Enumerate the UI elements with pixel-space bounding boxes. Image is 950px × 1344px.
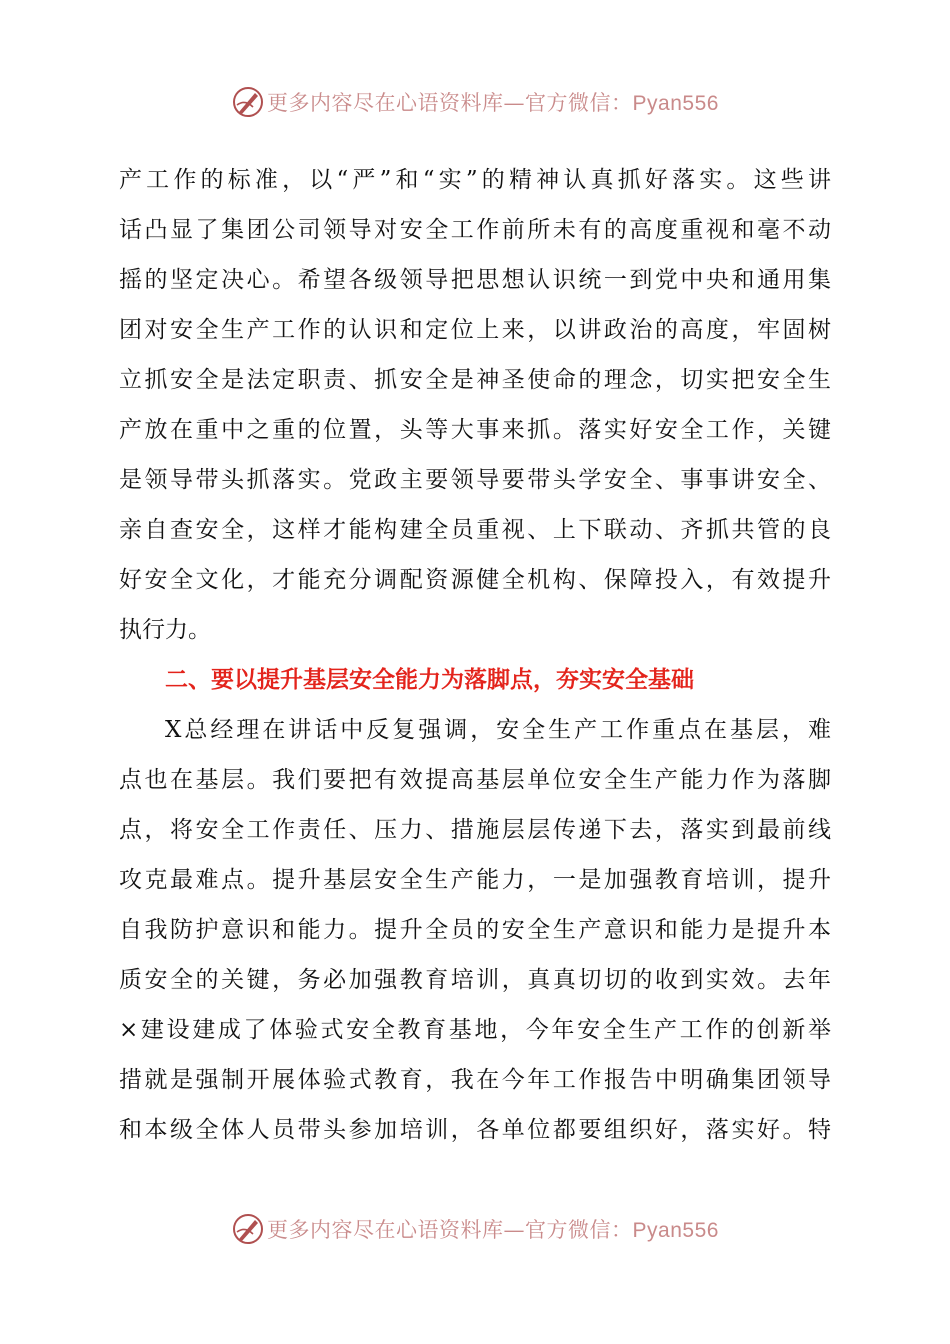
paragraph-line: 质安全的关键，务必加强教育培训，真真切切的收到实效。去年 bbox=[119, 967, 831, 993]
paragraph-line: 是领导带头抓落实。党政主要领导要带头学安全、事事讲安全、 bbox=[119, 467, 831, 493]
paragraph-line: X总经理在讲话中反复强调，安全生产工作重点在基层，难 bbox=[165, 717, 831, 743]
paragraph-line: 攻克最难点。提升基层安全生产能力，一是加强教育培训，提升 bbox=[119, 867, 831, 893]
paragraph-line: 好安全文化，才能充分调配资源健全机构、保障投入，有效提升 bbox=[119, 567, 831, 593]
paragraph-line: 立抓安全是法定职责、抓安全是神圣使命的理念，切实把安全生 bbox=[119, 367, 831, 393]
paragraph-line: ×建设建成了体验式安全教育基地，今年安全生产工作的创新举 bbox=[119, 1017, 831, 1043]
paragraph-line: 措就是强制开展体验式教育，我在今年工作报告中明确集团领导 bbox=[119, 1067, 831, 1093]
watermark-account: Pyan556 bbox=[632, 1219, 719, 1242]
paragraph-line: 执行力。 bbox=[119, 617, 211, 643]
watermark-footer bbox=[0, 1209, 950, 1249]
watermark-label: 更多内容尽在心语资料库—官方微信： bbox=[267, 1218, 633, 1242]
watermark-text bbox=[267, 87, 719, 117]
pen-logo-icon bbox=[231, 1212, 265, 1246]
paragraph-line: 自我防护意识和能力。提升全员的安全生产意识和能力是提升本 bbox=[119, 917, 831, 943]
paragraph-line: 团对安全生产工作的认识和定位上来，以讲政治的高度，牢固树 bbox=[119, 317, 831, 343]
paragraph-line: 话凸显了集团公司领导对安全工作前所未有的高度重视和毫不动 bbox=[119, 217, 831, 243]
watermark-account: Pyan556 bbox=[632, 92, 719, 115]
paragraph-line: 点也在基层。我们要把有效提高基层单位安全生产能力作为落脚 bbox=[119, 767, 831, 793]
watermark-text bbox=[267, 1214, 719, 1244]
paragraph-line: 摇的坚定决心。希望各级领导把思想认识统一到党中央和通用集 bbox=[119, 267, 831, 293]
section-heading: 二、要以提升基层安全能力为落脚点，夯实安全基础 bbox=[165, 667, 694, 693]
paragraph-line: 产工作的标准，以“严”和“实”的精神认真抓好落实。这些讲 bbox=[119, 167, 831, 193]
paragraph-line: 产放在重中之重的位置，头等大事来抓。落实好安全工作，关键 bbox=[119, 417, 831, 443]
watermark-header bbox=[0, 82, 950, 122]
watermark-label: 更多内容尽在心语资料库—官方微信： bbox=[267, 91, 633, 115]
paragraph-line: 亲自查安全，这样才能构建全员重视、上下联动、齐抓共管的良 bbox=[119, 517, 831, 543]
document-body bbox=[119, 155, 831, 1155]
pen-logo-icon bbox=[231, 85, 265, 119]
paragraph-line: 和本级全体人员带头参加培训，各单位都要组织好，落实好。特 bbox=[119, 1117, 831, 1143]
paragraph-line: 点，将安全工作责任、压力、措施层层传递下去，落实到最前线 bbox=[119, 817, 831, 843]
